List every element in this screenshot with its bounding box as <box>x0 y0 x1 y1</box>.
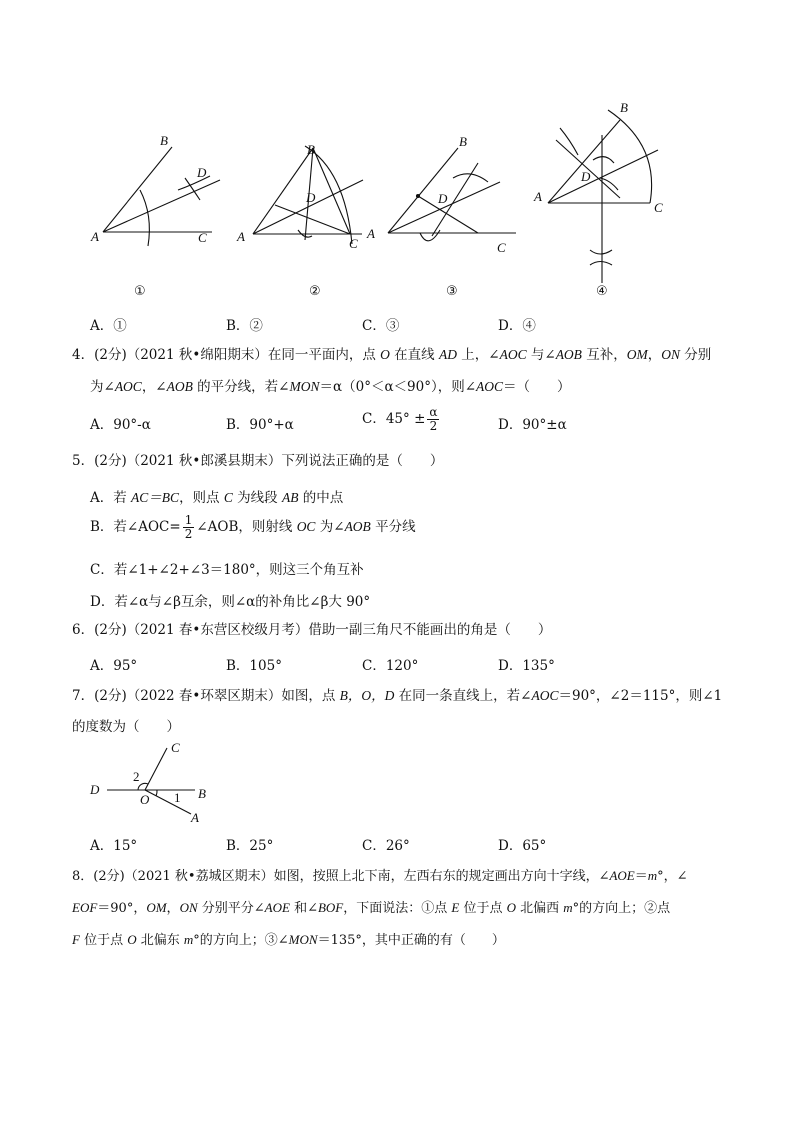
q8-stem-line2: EOF＝90°，OM，ON 分别平分∠AOE 和∠BOF，下面说法：①点 E 位于点 O 北偏西 m°的方向上；②点 <box>72 900 671 916</box>
q7-option-d[interactable]: D．65° <box>498 838 547 854</box>
q3-option-c[interactable]: C．③ <box>362 318 400 334</box>
q7-point-b: B <box>198 786 206 801</box>
q7-point-o: O <box>140 792 150 807</box>
q4-option-c[interactable]: C．45° ± $\frac{\alpha}{2}$ <box>362 405 438 433</box>
q7-angle-2: 2 <box>133 769 140 784</box>
q5-option-b[interactable]: B．若∠AOC= $\frac{1}{2}$ ∠AOB，则射线 OC 为∠AOB 平分线 <box>90 513 416 541</box>
fig2-point-c: C <box>349 236 358 251</box>
fig2-point-d: D <box>306 190 316 205</box>
q6-option-d[interactable]: D．135° <box>498 658 555 674</box>
fig3-point-b: B <box>459 134 467 149</box>
q5-option-a[interactable]: A．若 AC＝BC，则点 C 为线段 AB 的中点 <box>90 490 344 506</box>
q6-option-c[interactable]: C．120° <box>362 658 419 674</box>
q7-point-d: D <box>90 782 100 797</box>
q7-angle-1: 1 <box>174 790 181 805</box>
q4-stem-line2: 为∠AOC，∠AOB 的平分线，若∠MON＝α（0°＜α＜90°），则∠AOC＝（ ） <box>90 379 571 395</box>
fig4-label: ④ <box>596 284 608 299</box>
fig1-label: ① <box>134 284 146 299</box>
q3-option-b[interactable]: B．② <box>226 318 263 334</box>
q7-stem-line1: 7．(2分)（2022 春•环翠区期末）如图，点 B，O，D 在同一条直线上，若∠AOC＝90°，∠2＝115°，则∠1 <box>72 688 723 704</box>
q7-option-c[interactable]: C．26° <box>362 838 410 854</box>
q7-point-a: A <box>191 810 199 825</box>
q4-options <box>90 405 710 440</box>
fig3-point-a: A <box>367 226 375 241</box>
q3-option-a[interactable]: A．① <box>90 318 127 334</box>
q5-stem: 5．(2分)（2021 秋•郎溪县期末）下列说法正确的是（ ） <box>72 453 444 469</box>
q7-stem-line2: 的度数为（ ） <box>72 719 180 735</box>
q6-stem: 6．(2分)（2021 春•东营区校级月考）借助一副三角尺不能画出的角是（ ） <box>72 622 552 638</box>
question-8 <box>72 860 736 956</box>
q4-stem-line1: 4．(2分)（2021 秋•绵阳期末）在同一平面内，点 O 在直线 AD 上，∠AOC 与∠AOB 互补，OM，ON 分别 <box>72 347 712 363</box>
figure-4 <box>548 110 658 283</box>
q6-option-a[interactable]: A．95° <box>90 658 138 674</box>
q7-point-c: C <box>171 740 180 755</box>
q3-options <box>90 314 710 334</box>
question-4 <box>72 339 736 403</box>
q6-options <box>90 654 710 674</box>
question-6 <box>72 615 736 646</box>
fig4-point-a: A <box>534 189 542 204</box>
question-7 <box>72 680 736 743</box>
fig4-point-d: D <box>581 169 591 184</box>
fig2-point-b: B <box>307 142 315 157</box>
fig3-point-c: C <box>497 240 506 255</box>
figure-row <box>0 95 794 310</box>
q3-option-d[interactable]: D．④ <box>498 318 536 334</box>
q4-option-d[interactable]: D．90°±α <box>498 417 567 433</box>
q6-option-b[interactable]: B．105° <box>226 658 282 674</box>
q5-option-c[interactable]: C．若∠1+∠2+∠3＝180°，则这三个角互补 <box>90 562 364 578</box>
question-5 <box>72 446 736 477</box>
fig1-point-c: C <box>198 230 207 245</box>
fig4-point-c: C <box>654 200 663 215</box>
q7-option-b[interactable]: B．25° <box>226 838 274 854</box>
q8-stem-line3: F 位于点 O 北偏东 m°的方向上；③∠MON＝135°，其中正确的有（ ） <box>72 932 505 948</box>
figure-3 <box>388 148 516 241</box>
fig1-point-b: B <box>160 133 168 148</box>
q5-option-d[interactable]: D．若∠α与∠β互余，则∠α的补角比∠β大 90° <box>90 594 371 610</box>
q7-option-a[interactable]: A．15° <box>90 838 138 854</box>
q7-options <box>90 834 710 854</box>
q8-stem-line1: 8．(2分)（2021 秋•荔城区期末）如图，按照上北下南，左西右东的规定画出方向十字线，∠AOE＝m°，∠ <box>72 868 688 884</box>
fig3-label: ③ <box>446 284 458 299</box>
fig4-point-b: B <box>620 100 628 115</box>
fig2-label: ② <box>309 284 321 299</box>
q7-figure <box>85 738 220 828</box>
fig2-point-a: A <box>237 229 245 244</box>
q4-option-a[interactable]: A．90°-α <box>90 417 151 433</box>
fig1-point-d: D <box>197 165 207 180</box>
fig1-point-a: A <box>91 229 99 244</box>
fig3-point-d: D <box>438 191 448 206</box>
q4-option-b[interactable]: B．90°+α <box>226 417 294 433</box>
